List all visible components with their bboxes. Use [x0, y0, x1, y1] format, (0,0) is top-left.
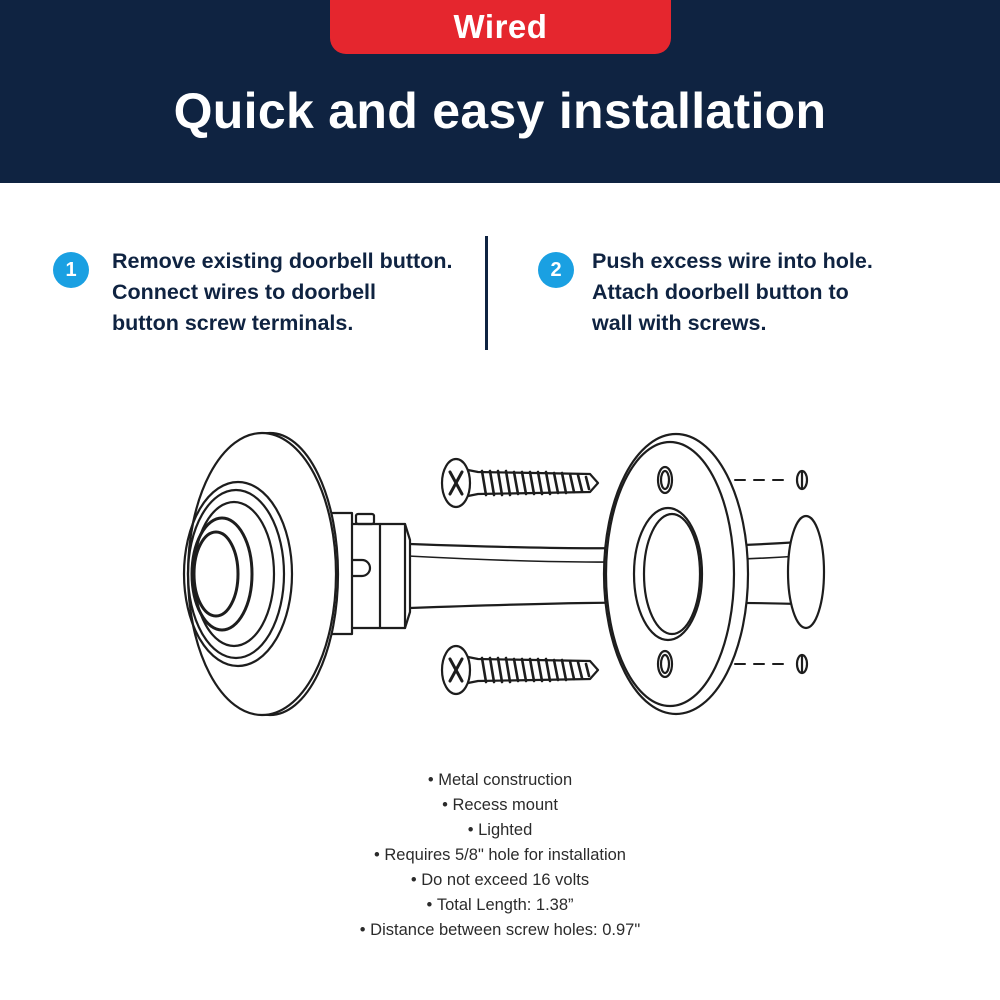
spec-item: • Requires 5/8" hole for installation	[0, 843, 1000, 868]
wall-hole-icon	[788, 471, 824, 673]
screw-icon	[442, 459, 598, 507]
step-2-number-badge: 2	[538, 252, 574, 288]
spec-item: • Do not exceed 16 volts	[0, 868, 1000, 893]
specs-list	[0, 768, 1000, 943]
mounting-plate-icon	[604, 434, 748, 714]
spec-item: • Total Length: 1.38”	[0, 893, 1000, 918]
step-divider	[485, 236, 488, 350]
page-title: Quick and easy installation	[173, 83, 827, 139]
wired-badge: Wired	[330, 0, 671, 54]
doorbell-button-icon	[184, 433, 410, 715]
header-banner	[0, 0, 1000, 183]
spec-item: • Lighted	[0, 818, 1000, 843]
screw-icon	[442, 646, 598, 694]
step-2-text: Push excess wire into hole. Attach doorbell button to wall with screws.	[592, 249, 873, 335]
step-1-number-badge: 1	[53, 252, 89, 288]
spec-item: • Metal construction	[0, 768, 1000, 793]
installation-diagram	[0, 400, 1000, 740]
spec-item: • Recess mount	[0, 793, 1000, 818]
spec-item: • Distance between screw holes: 0.97"	[0, 918, 1000, 943]
step-1-text: Remove existing doorbell button. Connect wires to doorbell button screw terminals.	[112, 249, 453, 335]
